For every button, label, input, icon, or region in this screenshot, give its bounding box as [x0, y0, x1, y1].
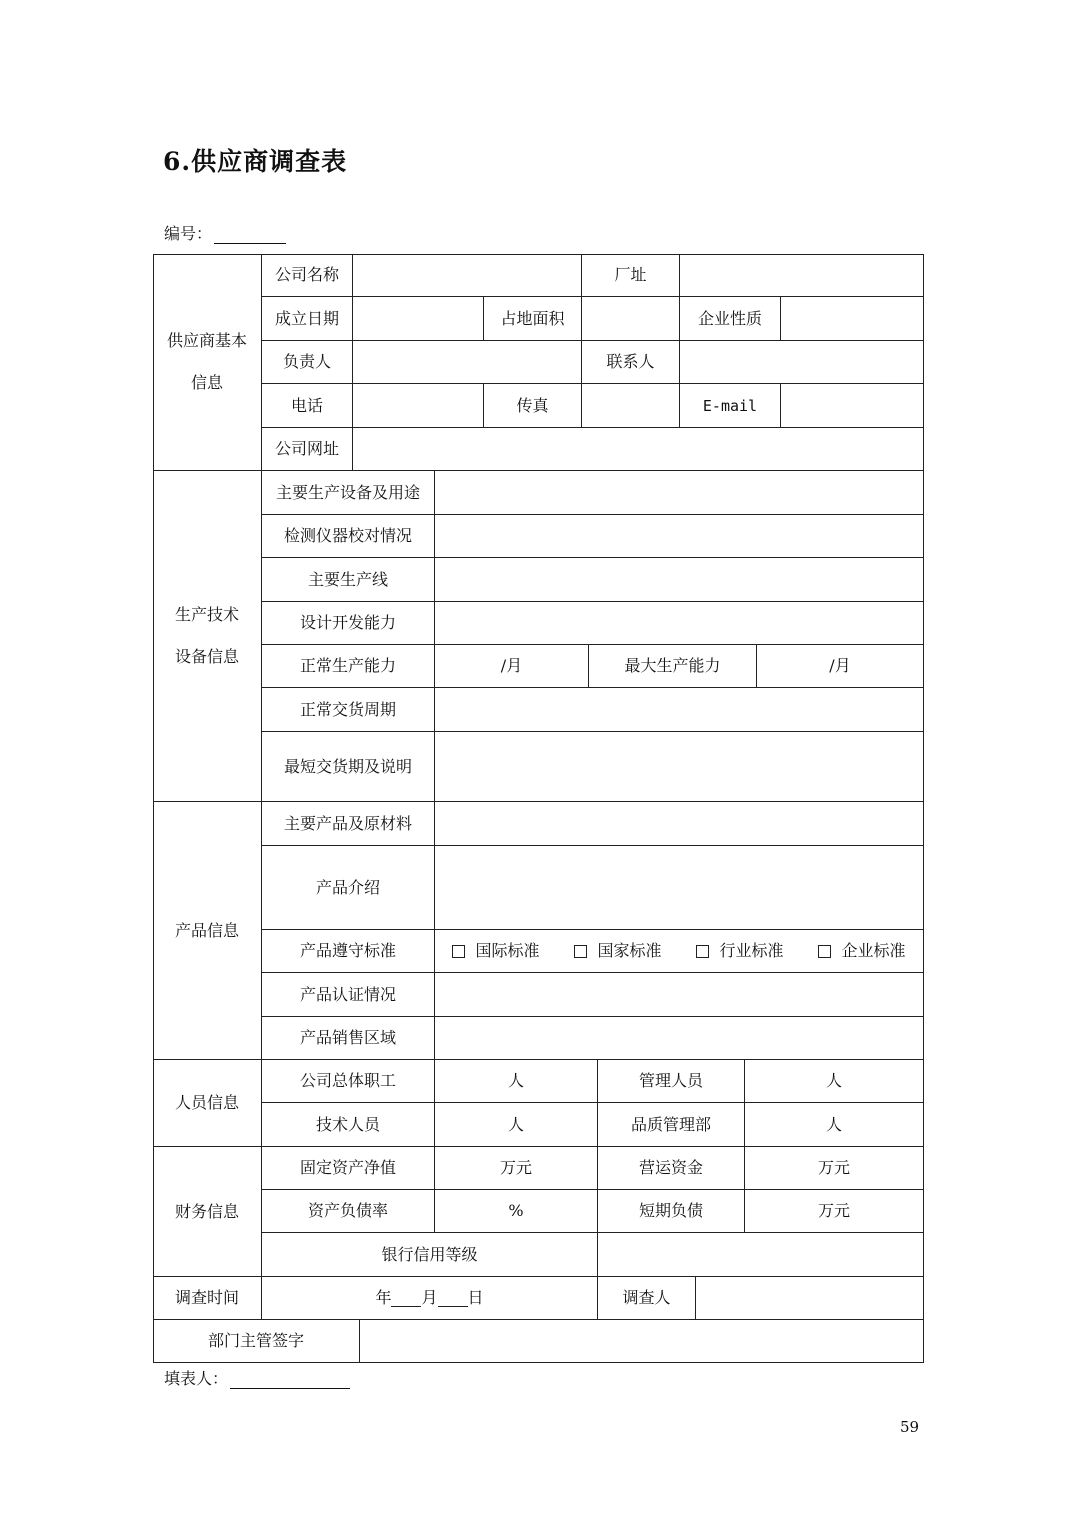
label-managers: 管理人员: [598, 1060, 745, 1103]
label-email: E-mail: [680, 384, 781, 428]
label-bank-credit: 银行信用等级: [262, 1233, 598, 1277]
label-debt-ratio: 资产负债率: [262, 1190, 435, 1233]
section-production: 生产技术 设备信息: [153, 471, 262, 802]
checkbox[interactable]: [818, 945, 831, 958]
label-production-line: 主要生产线: [262, 558, 435, 602]
label-calibration: 检测仪器校对情况: [262, 515, 435, 558]
code-line: [164, 221, 286, 244]
label-working-capital: 营运资金: [598, 1147, 745, 1190]
max-capacity-field[interactable]: /月: [757, 645, 924, 688]
main-products-field[interactable]: [435, 802, 924, 846]
label-company-name: 公司名称: [262, 254, 353, 297]
label-factory-address: 厂址: [582, 254, 680, 297]
label-surveyor: 调查人: [598, 1277, 696, 1320]
normal-capacity-field[interactable]: /月: [435, 645, 589, 688]
calibration-field[interactable]: [435, 515, 924, 558]
established-date-field[interactable]: [353, 297, 484, 341]
total-staff-field[interactable]: 人: [435, 1060, 598, 1103]
contact-field[interactable]: [680, 341, 924, 384]
label-product-intro: 产品介绍: [262, 846, 435, 930]
option-international-standard[interactable]: 国际标准: [452, 941, 539, 960]
label-contact: 联系人: [582, 341, 680, 384]
surveyor-field[interactable]: [696, 1277, 924, 1320]
label-total-staff: 公司总体职工: [262, 1060, 435, 1103]
working-capital-field[interactable]: 万元: [745, 1147, 924, 1190]
checkbox[interactable]: [574, 945, 587, 958]
label-shortest-delivery: 最短交货期及说明: [262, 732, 435, 802]
label-company-nature: 企业性质: [680, 297, 781, 341]
label-product-standards: 产品遵守标准: [262, 930, 435, 973]
filler-line: [164, 1366, 350, 1389]
bank-credit-field[interactable]: [598, 1233, 924, 1277]
label-design-capability: 设计开发能力: [262, 602, 435, 645]
company-nature-field[interactable]: [781, 297, 924, 341]
design-capability-field[interactable]: [435, 602, 924, 645]
production-line-field[interactable]: [435, 558, 924, 602]
label-equipment: 主要生产设备及用途: [262, 471, 435, 515]
label-website: 公司网址: [262, 428, 353, 471]
option-industry-standard[interactable]: 行业标准: [696, 941, 783, 960]
label-established-date: 成立日期: [262, 297, 353, 341]
shortest-delivery-field[interactable]: [435, 732, 924, 802]
technical-staff-field[interactable]: 人: [435, 1103, 598, 1147]
equipment-field[interactable]: [435, 471, 924, 515]
page-title: 6.供应商调查表: [163, 147, 348, 176]
day-blank[interactable]: [438, 1290, 468, 1307]
label-fixed-assets: 固定资产净值: [262, 1147, 435, 1190]
filler-label: 填表人：: [164, 1369, 229, 1388]
checkbox[interactable]: [696, 945, 709, 958]
code-input[interactable]: [214, 227, 286, 244]
label-short-term-debt: 短期负债: [598, 1190, 745, 1233]
survey-date-field[interactable]: 年 月 日: [262, 1277, 598, 1320]
code-label: 编号：: [164, 224, 213, 243]
fixed-assets-field[interactable]: 万元: [435, 1147, 598, 1190]
product-intro-field[interactable]: [435, 846, 924, 930]
section-supplier-basic: 供应商基本 信息: [153, 254, 262, 471]
phone-field[interactable]: [353, 384, 484, 428]
certification-field[interactable]: [435, 973, 924, 1017]
label-max-capacity: 最大生产能力: [589, 645, 757, 688]
email-field[interactable]: [781, 384, 924, 428]
label-floor-area: 占地面积: [484, 297, 582, 341]
factory-address-field[interactable]: [680, 254, 924, 297]
section-finance: 财务信息: [153, 1147, 262, 1277]
fax-field[interactable]: [582, 384, 680, 428]
website-field[interactable]: [353, 428, 924, 471]
option-enterprise-standard[interactable]: 企业标准: [818, 941, 905, 960]
section-survey-time: 调查时间: [153, 1277, 262, 1320]
label-dept-sign: 部门主管签字: [153, 1320, 360, 1363]
company-name-field[interactable]: [353, 254, 582, 297]
filler-input[interactable]: [230, 1372, 350, 1389]
checkbox[interactable]: [452, 945, 465, 958]
label-certification: 产品认证情况: [262, 973, 435, 1017]
person-in-charge-field[interactable]: [353, 341, 582, 384]
label-phone: 电话: [262, 384, 353, 428]
managers-field[interactable]: 人: [745, 1060, 924, 1103]
floor-area-field[interactable]: [582, 297, 680, 341]
standards-options: [435, 930, 924, 973]
label-quality-dept: 品质管理部: [598, 1103, 745, 1147]
label-normal-delivery: 正常交货周期: [262, 688, 435, 732]
normal-delivery-field[interactable]: [435, 688, 924, 732]
label-person-in-charge: 负责人: [262, 341, 353, 384]
label-fax: 传真: [484, 384, 582, 428]
page-number: 59: [900, 1418, 920, 1436]
label-sales-region: 产品销售区域: [262, 1017, 435, 1060]
debt-ratio-field[interactable]: %: [435, 1190, 598, 1233]
option-national-standard[interactable]: 国家标准: [574, 941, 661, 960]
quality-dept-field[interactable]: 人: [745, 1103, 924, 1147]
section-personnel: 人员信息: [153, 1060, 262, 1147]
label-technical-staff: 技术人员: [262, 1103, 435, 1147]
short-term-debt-field[interactable]: 万元: [745, 1190, 924, 1233]
section-product: 产品信息: [153, 802, 262, 1060]
month-blank[interactable]: [391, 1290, 421, 1307]
label-normal-capacity: 正常生产能力: [262, 645, 435, 688]
sales-region-field[interactable]: [435, 1017, 924, 1060]
label-main-products: 主要产品及原材料: [262, 802, 435, 846]
dept-sign-field[interactable]: [360, 1320, 924, 1363]
